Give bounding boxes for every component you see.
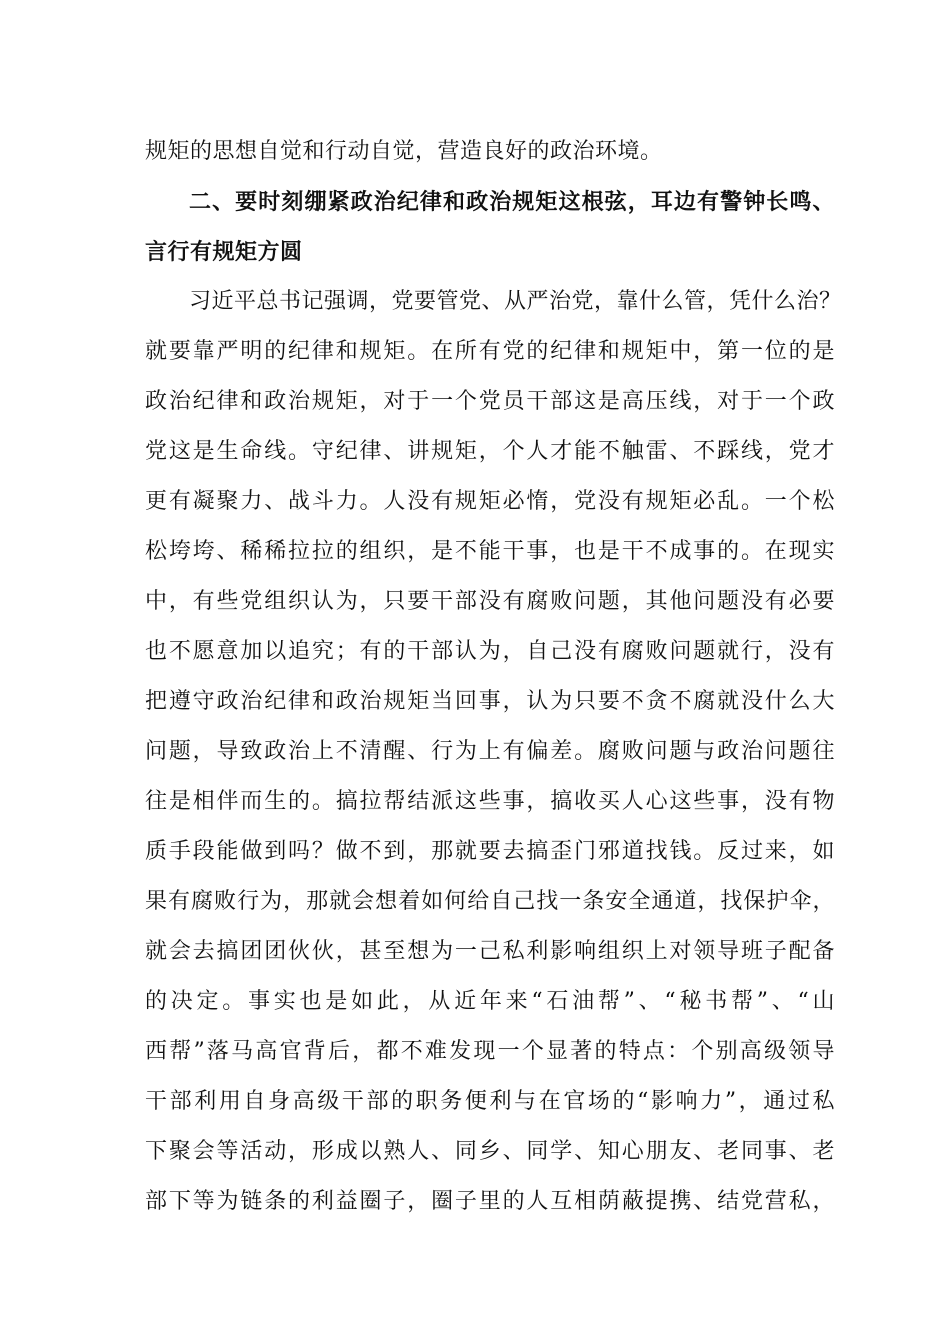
paragraph-line: 问题，导致政治上不清醒、行为上有偏差。腐败问题与政治问题往 — [145, 739, 835, 764]
paragraph-line: 质手段能做到吗？做不到，那就要去搞歪门邪道找钱。反过来，如 — [145, 839, 835, 864]
paragraph-line: 西帮”落马高官背后，都不难发现一个显著的特点：个别高级领导 — [145, 1039, 835, 1064]
paragraph-line: 就要靠严明的纪律和规矩。在所有党的纪律和规矩中，第一位的是 — [145, 339, 835, 364]
paragraph-line: 果有腐败行为，那就会想着如何给自己找一条安全通道，找保护伞， — [145, 889, 835, 914]
paragraph-line: 更有凝聚力、战斗力。人没有规矩必惰，党没有规矩必乱。一个松 — [145, 489, 835, 514]
paragraph-line: 政治纪律和政治规矩，对于一个党员干部这是高压线，对于一个政 — [145, 389, 835, 414]
section-heading — [145, 177, 835, 277]
continuation-paragraph — [145, 127, 835, 177]
continuation-line: 规矩的思想自觉和行动自觉，营造良好的政治环境。 — [145, 139, 663, 164]
paragraph-line: 的决定。事实也是如此，从近年来“石油帮”、“秘书帮”、“山 — [145, 989, 835, 1014]
paragraph-line: 习近平总书记强调，党要管党、从严治党，靠什么管，凭什么治？ — [189, 289, 842, 314]
body-paragraph — [145, 277, 842, 1227]
paragraph-line: 就会去搞团团伙伙，甚至想为一己私利影响组织上对领导班子配备 — [145, 939, 835, 964]
paragraph-line: 往是相伴而生的。搞拉帮结派这些事，搞收买人心这些事，没有物 — [145, 789, 835, 814]
paragraph-line: 松垮垮、稀稀拉拉的组织，是不能干事，也是干不成事的。在现实 — [145, 539, 835, 564]
paragraph-line: 也不愿意加以追究；有的干部认为，自己没有腐败问题就行，没有 — [145, 639, 835, 664]
paragraph-line: 干部利用自身高级干部的职务便利与在官场的“影响力”，通过私 — [145, 1089, 835, 1114]
paragraph-line: 中，有些党组织认为，只要干部没有腐败问题，其他问题没有必要 — [145, 589, 835, 614]
paragraph-line: 党这是生命线。守纪律、讲规矩，个人才能不触雷、不踩线，党才 — [145, 439, 835, 464]
paragraph-line: 下聚会等活动，形成以熟人、同乡、同学、知心朋友、老同事、老 — [145, 1139, 835, 1164]
section-heading-line-2: 言行有规矩方圆 — [145, 239, 303, 265]
section-heading-line-1: 二、要时刻绷紧政治纪律和政治规矩这根弦，耳边有警钟长鸣、 — [189, 189, 835, 215]
paragraph-line: 把遵守政治纪律和政治规矩当回事，认为只要不贪不腐就没什么大 — [145, 689, 835, 714]
paragraph-line: 部下等为链条的利益圈子，圈子里的人互相荫蔽提携、结党营私， — [145, 1189, 835, 1214]
